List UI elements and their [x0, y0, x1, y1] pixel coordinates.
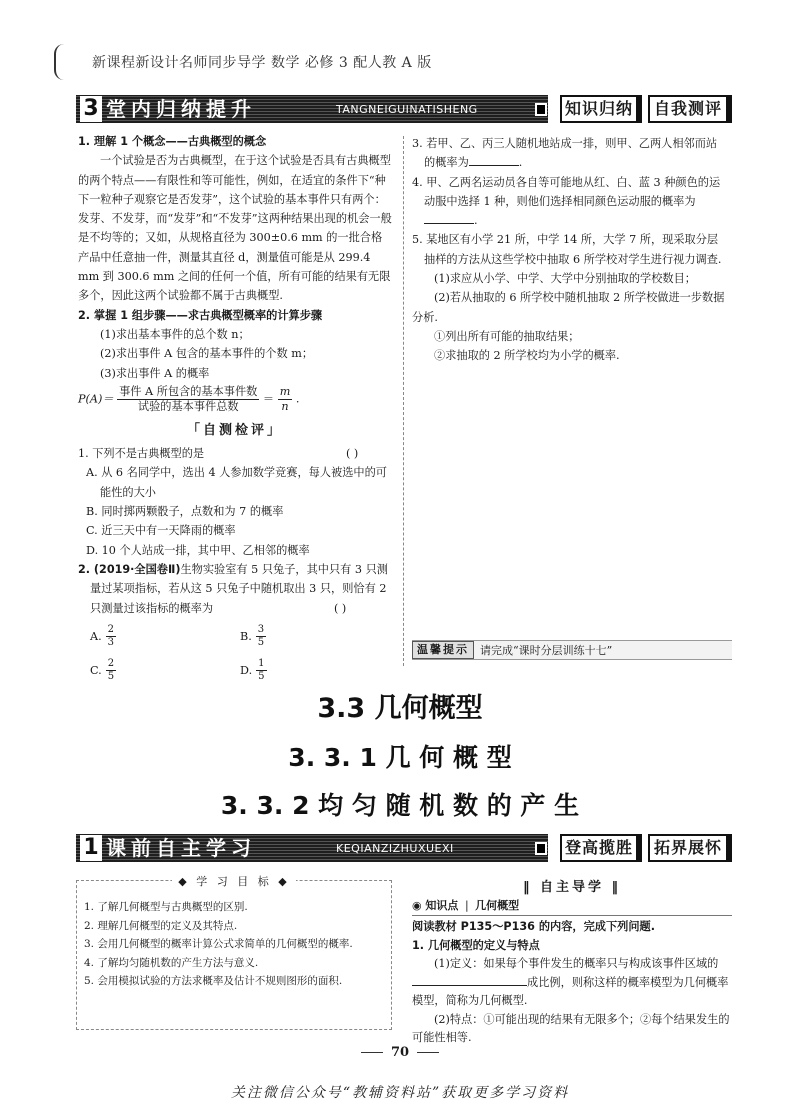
section-title-3-3: 3.3 几何概型 — [317, 693, 483, 724]
question-2-paren: ( ) — [334, 601, 347, 615]
left-column — [78, 132, 392, 686]
option-c — [90, 658, 116, 683]
formula-numerator: 事件 A 所包含的基本事件数 — [119, 384, 258, 398]
probability-formula — [78, 385, 392, 419]
section-bar-pinyin: KEQIANZIZHUXUEXI — [336, 842, 454, 855]
square-icon — [535, 103, 547, 116]
question-4-end: . — [474, 214, 478, 228]
heading-concept: 1. 理解 1 个概念——古典概型的概念 — [78, 135, 267, 148]
option-b-num: 3 — [257, 623, 265, 635]
page-number-text: 70 — [390, 1045, 410, 1060]
self-test-heading: 「自测检评」 — [186, 422, 283, 438]
option-c-fraction — [106, 658, 116, 683]
question-3 — [412, 134, 728, 173]
heading-steps: 2. 掌握 1 组步骤——求古典概型概率的计算步骤 — [78, 308, 323, 322]
definition-text-a: (1)定义：如果每个事件发生的概率只与构成该事件区域的 — [434, 957, 719, 970]
formula-end: . — [295, 392, 300, 406]
tag-knowledge-summary: 知识归纳 — [560, 95, 642, 123]
option-b-den: 5 — [257, 636, 265, 648]
tag-broaden-horizons: 拓界展怀 — [648, 834, 732, 862]
definition-text — [412, 955, 730, 1011]
section-bar-title: 堂内归纳提升 — [106, 97, 256, 121]
option-a — [90, 624, 116, 649]
question-2-options — [78, 618, 392, 686]
right-column — [412, 134, 728, 366]
column-divider — [403, 136, 404, 666]
option-a-den: 3 — [107, 636, 115, 648]
question-3-blank[interactable] — [469, 154, 519, 166]
definition-text-b: 成比例，则称这样的概率模型为几何概率模型，简称为几何概型. — [412, 975, 729, 1007]
option-b-fraction — [256, 624, 266, 649]
formula-lhs: P(A)＝ — [78, 392, 114, 406]
reading-instruction: 阅读教材 P135～P136 的内容，完成下列问题. — [412, 920, 655, 933]
option-d — [240, 658, 267, 683]
question-1-option-a: A. 从 6 名同学中，选出 4 人参加数学竞赛，每人被选中的可能性的大小 — [86, 466, 387, 499]
goal-item: 5. 会用模拟试验的方法求概率及估计不规则图形的面积. — [84, 975, 343, 988]
question-1 — [78, 444, 392, 463]
section-bar-prestudy — [76, 834, 726, 862]
tip-label: 温馨提示 — [412, 641, 474, 659]
option-c-label: C. — [90, 663, 102, 677]
learning-goals-heading — [76, 873, 392, 889]
question-1-option-c: C. 近三天中有一天降雨的概率 — [86, 524, 236, 538]
formula-equals: ＝ — [262, 392, 275, 406]
section-title-3-3-1: 3. 3. 1 几 何 概 型 — [288, 743, 512, 772]
option-d-label: D. — [240, 663, 253, 677]
question-2 — [78, 560, 392, 618]
tag-climb-high: 登高揽胜 — [560, 834, 642, 862]
formula-fraction — [117, 385, 259, 414]
section-bar-number: 3 — [80, 96, 102, 122]
page-number — [0, 1045, 800, 1060]
square-icon — [535, 842, 547, 855]
option-d-num: 1 — [258, 657, 265, 669]
question-2-source: 2. (2019·全国卷Ⅱ) — [78, 562, 181, 576]
option-d-den: 5 — [258, 670, 265, 682]
self-guide-body — [412, 918, 730, 1048]
footer-note: 关注微信公众号“教辅资料站”获取更多学习资料 — [230, 1085, 570, 1101]
paragraph-concept: 一个试验是否为古典概型，在于这个试验是否具有古典概型的两个特点——有限性和等可能性，例如，在适宜的条件下“种下一粒种子观察它是否发芽”，这个试验的基本事件只有两个：发芽、不发芽，而“发芽”和“不发芽”这两种结果出现的机会一般是不均等的；又如，从规格直径为 300±0.6 mm 的一批合格产品中任意抽一件，测量其直径 d，测量值可能是从 299.4 mm 到 300.6 mm 之间的任何一个值，所有可能的结果有无限多个，因此这两个试验都不属于古典概型. — [78, 154, 392, 303]
option-b-label: B. — [240, 629, 252, 643]
goal-item: 4. 了解均匀随机数的产生方法与意义. — [84, 956, 259, 969]
formula-m-over-n — [278, 385, 293, 414]
definition-heading: 1. 几何概型的定义与特点 — [412, 938, 540, 952]
option-c-den: 5 — [107, 670, 115, 682]
formula-n: n — [281, 399, 289, 413]
question-1-paren: ( ) — [346, 447, 359, 461]
definition-blank[interactable] — [412, 974, 527, 986]
question-2-text: 生物实验室有 5 只兔子，其中只有 3 只测量过某项指标，若从这 5 只兔子中随机取出 3 只，则恰有 2 只测量过该指标的概率为 — [90, 562, 388, 615]
question-1-text: 1. 下列不是古典概型的是 — [78, 447, 205, 461]
option-c-num: 2 — [107, 657, 115, 669]
formula-denominator: 试验的基本事件总数 — [137, 399, 239, 413]
question-5: 5. 某地区有小学 21 所，中学 14 所，大学 7 所，现采取分层抽样的方法从这些学校中抽取 6 所学校对学生进行视力调查. — [412, 233, 722, 266]
tip-text: 请完成“课时分层训练十七” — [480, 644, 613, 657]
option-a-fraction — [106, 624, 116, 649]
question-4-text: 4. 甲、乙两名运动员各自等可能地从红、白、蓝 3 种颜色的运动服中选择 1 种，则他们选择相同颜色运动服的概率为 — [412, 175, 721, 208]
header-text: 新课程新设计名师同步导学 数学 必修 3 配人教 A 版 — [92, 55, 432, 71]
goal-item: 2. 理解几何概型的定义及其特点. — [84, 919, 238, 932]
question-4 — [412, 173, 728, 231]
formula-m: m — [279, 384, 291, 398]
option-a-label: A. — [90, 629, 102, 643]
goal-item: 3. 会用几何概型的概率计算公式求简单的几何概型的概率. — [84, 938, 353, 951]
question-1-option-b: B. 同时掷两颗骰子，点数和为 7 的概率 — [86, 505, 284, 519]
question-4-blank[interactable] — [424, 212, 474, 224]
step-1: (1)求出基本事件的总个数 n； — [100, 327, 250, 341]
learning-goals-heading-text: ◆ 学 习 目 标 ◆ — [172, 875, 295, 888]
section-bar-review — [76, 95, 726, 123]
knowledge-point-label: ◉ 知识点 — [412, 899, 459, 912]
option-d-fraction — [256, 658, 266, 683]
question-5-part-2a: ①列出所有可能的抽取结果； — [434, 329, 580, 343]
step-3: (3)求出事件 A 的概率 — [100, 366, 210, 380]
section-bar-title: 课前自主学习 — [106, 836, 256, 860]
knowledge-point-header: ◉ 知识点 | 几何概型 — [412, 898, 732, 916]
knowledge-point-title: 几何概型 — [475, 899, 520, 912]
section-bar-number: 1 — [80, 835, 102, 861]
section-bar-pinyin: TANGNEIGUINATISHENG — [336, 103, 478, 116]
running-header — [54, 44, 754, 80]
question-5-part-2: (2)若从抽取的 6 所学校中随机抽取 2 所学校做进一步数据分析. — [412, 291, 725, 324]
question-3-text: 3. 若甲、乙、丙三人随机地站成一排，则甲、乙两人相邻而站的概率为 — [412, 137, 718, 170]
question-3-end: . — [518, 156, 523, 170]
learning-goals-list — [84, 898, 384, 991]
self-guide-heading: ‖ 自主导学 ‖ — [522, 880, 622, 895]
question-5-part-2b: ②求抽取的 2 所学校均为小学的概率. — [434, 349, 620, 363]
tag-self-evaluation: 自我测评 — [648, 95, 732, 123]
question-1-option-d: D. 10 个人站成一排，其中甲、乙相邻的概率 — [86, 543, 310, 557]
characteristics-text: (2)特点：①可能出现的结果有无限多个；②每个结果发生的可能性相等. — [412, 1012, 730, 1044]
option-b — [240, 624, 266, 649]
tip-box — [412, 640, 732, 660]
step-2: (2)求出事件 A 包含的基本事件的个数 m； — [100, 347, 314, 361]
goal-item: 1. 了解几何概型与古典概型的区别. — [84, 901, 248, 913]
option-a-num: 2 — [107, 623, 115, 635]
question-5-part-1: (1)求应从小学、中学、大学中分别抽取的学校数目； — [434, 272, 696, 286]
header-bracket — [54, 44, 64, 80]
section-title-3-3-2: 3. 3. 2 均 匀 随 机 数 的 产 生 — [220, 791, 580, 820]
